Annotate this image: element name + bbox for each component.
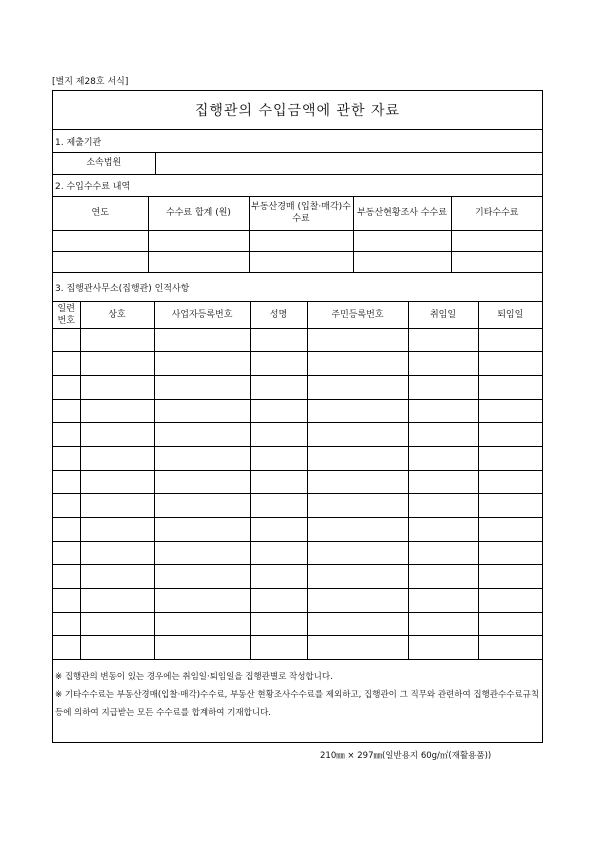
court-table xyxy=(53,153,542,175)
staff-cell[interactable] xyxy=(307,423,408,447)
staff-cell[interactable] xyxy=(250,399,307,423)
court-value[interactable] xyxy=(155,153,542,174)
staff-cell[interactable] xyxy=(478,470,542,494)
staff-cell[interactable] xyxy=(408,494,478,518)
fee-header-other: 기타수수료 xyxy=(451,197,542,231)
staff-cell[interactable] xyxy=(154,636,250,660)
staff-cell[interactable] xyxy=(408,589,478,613)
staff-cell[interactable] xyxy=(80,565,154,589)
form-title: 집행관의 수입금액에 관한 자료 xyxy=(53,91,542,130)
staff-cell[interactable] xyxy=(307,636,408,660)
staff-cell[interactable] xyxy=(478,399,542,423)
fee-cell[interactable] xyxy=(249,231,353,252)
fee-cell[interactable] xyxy=(249,252,353,273)
staff-cell[interactable] xyxy=(408,565,478,589)
staff-cell[interactable] xyxy=(307,612,408,636)
staff-cell[interactable] xyxy=(80,518,154,542)
staff-cell[interactable] xyxy=(53,375,80,399)
staff-cell[interactable] xyxy=(307,470,408,494)
staff-cell[interactable] xyxy=(80,589,154,613)
fee-cell[interactable] xyxy=(148,252,249,273)
staff-cell[interactable] xyxy=(53,470,80,494)
staff-cell[interactable] xyxy=(154,612,250,636)
staff-cell[interactable] xyxy=(307,375,408,399)
note-1: ※ 집행관의 변동이 있는 경우에는 취임일·퇴임일을 집행관별로 작성합니다. xyxy=(55,672,333,683)
staff-cell[interactable] xyxy=(250,612,307,636)
staff-cell[interactable] xyxy=(307,446,408,470)
staff-cell[interactable] xyxy=(80,541,154,565)
staff-cell[interactable] xyxy=(80,328,154,352)
form-number: [별지 제28호 서식] xyxy=(52,77,129,87)
staff-row xyxy=(53,636,542,660)
staff-cell[interactable] xyxy=(478,446,542,470)
notes xyxy=(53,660,542,722)
fee-table xyxy=(53,197,542,274)
staff-row xyxy=(53,494,542,518)
staff-cell[interactable] xyxy=(408,446,478,470)
staff-cell[interactable] xyxy=(250,636,307,660)
staff-row xyxy=(53,470,542,494)
staff-cell[interactable] xyxy=(408,328,478,352)
fee-header-row xyxy=(53,197,542,231)
staff-cell[interactable] xyxy=(307,565,408,589)
staff-cell[interactable] xyxy=(408,470,478,494)
staff-cell[interactable] xyxy=(53,518,80,542)
staff-header-bizno: 사업자등록번호 xyxy=(154,302,250,328)
staff-header-start: 취임일 xyxy=(408,302,478,328)
fee-cell[interactable] xyxy=(353,231,451,252)
staff-row xyxy=(53,423,542,447)
staff-cell[interactable] xyxy=(80,470,154,494)
staff-cell[interactable] xyxy=(53,589,80,613)
staff-row xyxy=(53,352,542,376)
note-2: ※ 기타수수료는 부동산경매(입찰·매각)수수료, 부동산 현황조사수수료를 제외하고, 집행관이 그 직무와 관련하여 집행관수수료규칙 등에 의하여 지급받는 모든 수수료를 합계하여 기재합니다. xyxy=(55,690,540,719)
staff-cell[interactable] xyxy=(154,518,250,542)
staff-header-name: 상호 xyxy=(80,302,154,328)
staff-cell[interactable] xyxy=(307,494,408,518)
section2-heading: 2. 수입수수료 내역 xyxy=(53,174,542,197)
staff-cell[interactable] xyxy=(478,328,542,352)
staff-cell[interactable] xyxy=(154,470,250,494)
staff-cell[interactable] xyxy=(250,518,307,542)
staff-cell[interactable] xyxy=(80,352,154,376)
staff-cell[interactable] xyxy=(408,399,478,423)
fee-row xyxy=(53,231,542,252)
staff-header-row xyxy=(53,302,542,328)
staff-cell[interactable] xyxy=(478,589,542,613)
staff-cell[interactable] xyxy=(154,328,250,352)
staff-cell[interactable] xyxy=(53,494,80,518)
staff-cell[interactable] xyxy=(154,352,250,376)
staff-cell[interactable] xyxy=(408,518,478,542)
section3-heading: 3. 집행관사무소(집행관) 인적사항 xyxy=(53,272,542,302)
staff-cell[interactable] xyxy=(53,446,80,470)
staff-cell[interactable] xyxy=(250,375,307,399)
staff-cell[interactable] xyxy=(154,375,250,399)
staff-cell[interactable] xyxy=(250,494,307,518)
staff-cell[interactable] xyxy=(478,636,542,660)
staff-cell[interactable] xyxy=(250,565,307,589)
staff-header-end: 퇴임일 xyxy=(478,302,542,328)
staff-cell[interactable] xyxy=(80,446,154,470)
staff-cell[interactable] xyxy=(250,470,307,494)
staff-row xyxy=(53,518,542,542)
staff-cell[interactable] xyxy=(80,423,154,447)
staff-cell[interactable] xyxy=(250,541,307,565)
staff-header-person: 성명 xyxy=(250,302,307,328)
staff-cell[interactable] xyxy=(80,399,154,423)
staff-cell[interactable] xyxy=(250,446,307,470)
fee-header-total: 수수료 합계 (원) xyxy=(148,197,249,231)
staff-cell[interactable] xyxy=(307,328,408,352)
fee-cell[interactable] xyxy=(353,252,451,273)
staff-row xyxy=(53,612,542,636)
staff-cell[interactable] xyxy=(307,518,408,542)
staff-cell[interactable] xyxy=(80,375,154,399)
staff-cell[interactable] xyxy=(80,612,154,636)
staff-cell[interactable] xyxy=(53,636,80,660)
staff-row xyxy=(53,328,542,352)
staff-cell[interactable] xyxy=(53,399,80,423)
court-label: 소속법원 xyxy=(53,153,155,174)
staff-cell[interactable] xyxy=(478,612,542,636)
staff-cell[interactable] xyxy=(80,494,154,518)
fee-header-survey: 부동산현황조사 수수료 xyxy=(353,197,451,231)
staff-cell[interactable] xyxy=(478,352,542,376)
staff-cell[interactable] xyxy=(250,589,307,613)
staff-cell[interactable] xyxy=(478,375,542,399)
staff-header-rrn: 주민등록번호 xyxy=(307,302,408,328)
staff-cell[interactable] xyxy=(408,541,478,565)
form-frame xyxy=(52,90,543,743)
staff-cell[interactable] xyxy=(307,399,408,423)
staff-cell[interactable] xyxy=(154,446,250,470)
staff-cell[interactable] xyxy=(250,352,307,376)
staff-cell[interactable] xyxy=(307,589,408,613)
fee-header-auction: 부동산경매 (입찰·매각)수수료 xyxy=(249,197,353,231)
staff-cell[interactable] xyxy=(408,636,478,660)
staff-cell[interactable] xyxy=(478,541,542,565)
fee-cell[interactable] xyxy=(451,231,542,252)
staff-cell[interactable] xyxy=(53,565,80,589)
staff-cell[interactable] xyxy=(478,423,542,447)
staff-row xyxy=(53,541,542,565)
staff-cell[interactable] xyxy=(154,589,250,613)
staff-cell[interactable] xyxy=(478,494,542,518)
staff-cell[interactable] xyxy=(80,636,154,660)
staff-cell[interactable] xyxy=(53,328,80,352)
staff-cell[interactable] xyxy=(408,352,478,376)
staff-cell[interactable] xyxy=(478,518,542,542)
staff-header-serial: 일련 번호 xyxy=(53,302,80,328)
section1-heading: 1. 제출기관 xyxy=(53,130,542,153)
staff-cell[interactable] xyxy=(154,565,250,589)
staff-row xyxy=(53,446,542,470)
staff-cell[interactable] xyxy=(154,399,250,423)
staff-cell[interactable] xyxy=(408,423,478,447)
staff-row xyxy=(53,565,542,589)
staff-cell[interactable] xyxy=(408,375,478,399)
staff-cell[interactable] xyxy=(250,328,307,352)
staff-row xyxy=(53,399,542,423)
staff-cell[interactable] xyxy=(307,541,408,565)
fee-cell[interactable] xyxy=(451,252,542,273)
staff-cell[interactable] xyxy=(53,612,80,636)
fee-cell[interactable] xyxy=(53,231,148,252)
staff-cell[interactable] xyxy=(250,423,307,447)
staff-row xyxy=(53,589,542,613)
staff-table xyxy=(53,302,542,660)
staff-cell[interactable] xyxy=(408,612,478,636)
staff-cell[interactable] xyxy=(154,423,250,447)
staff-cell[interactable] xyxy=(478,565,542,589)
staff-cell[interactable] xyxy=(53,352,80,376)
staff-row xyxy=(53,375,542,399)
staff-cell[interactable] xyxy=(53,423,80,447)
staff-cell[interactable] xyxy=(154,494,250,518)
staff-cell[interactable] xyxy=(53,541,80,565)
staff-cell[interactable] xyxy=(307,352,408,376)
fee-header-year: 연도 xyxy=(53,197,148,231)
fee-row xyxy=(53,252,542,273)
staff-cell[interactable] xyxy=(154,541,250,565)
fee-cell[interactable] xyxy=(53,252,148,273)
fee-cell[interactable] xyxy=(148,231,249,252)
paper-spec: 210㎜ × 297㎜(일반용지 60g/㎡(재활용품)) xyxy=(320,751,492,761)
